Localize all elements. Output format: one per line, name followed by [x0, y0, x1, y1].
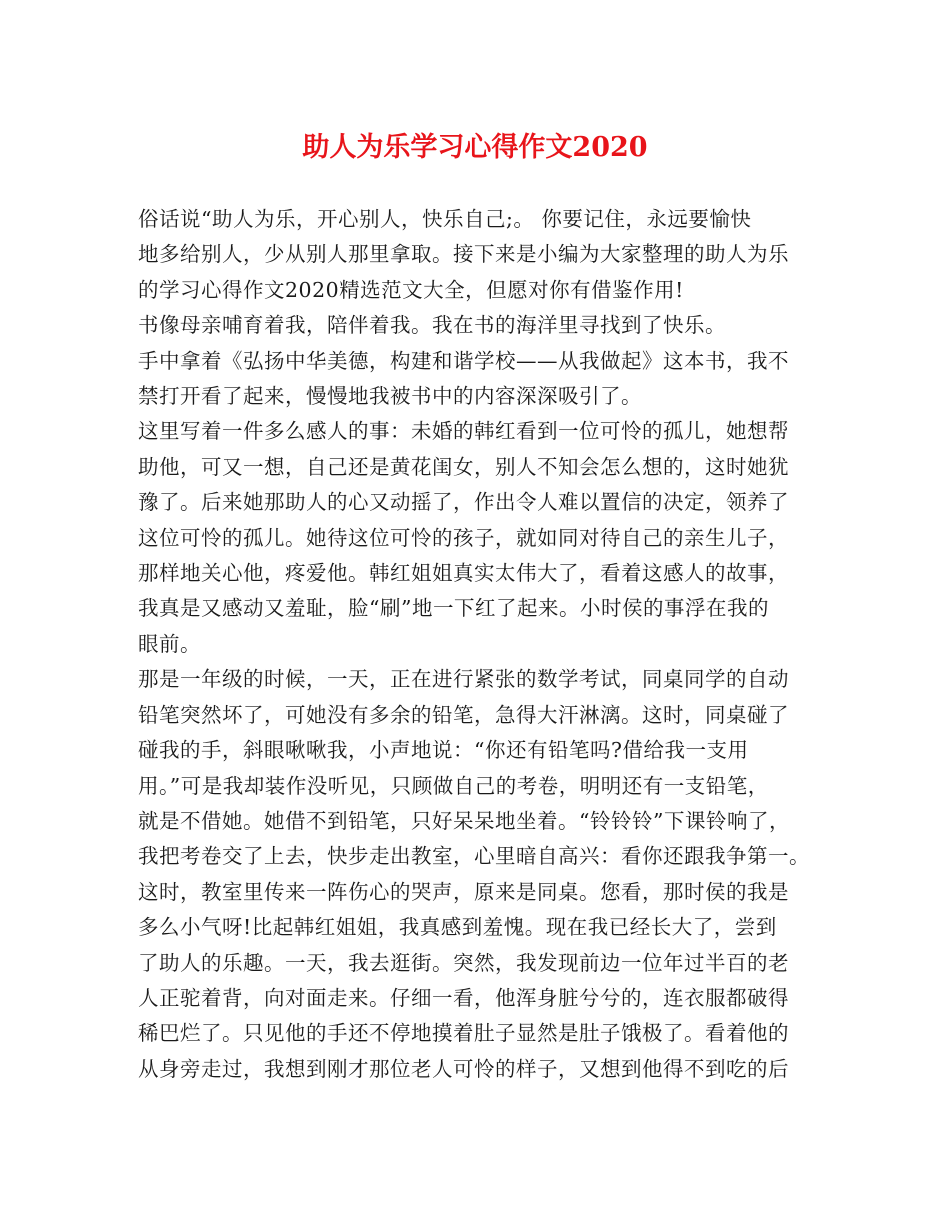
text-line: 这位可怜的孤儿。她待这位可怜的孩子，就如同对待自己的亲生儿子，: [138, 525, 789, 550]
text-line: 碰我的手，斜眼啾啾我，小声地说：“你还有铅笔吗?借给我一支用: [138, 738, 749, 763]
text-line: 那是一年级的时候，一天，正在进行紧张的数学考试，同桌同学的自动: [138, 667, 789, 692]
text-line: 我把考卷交了上去，快步走出教室，心里暗自高兴：看你还跟我争第一。: [138, 844, 810, 869]
text-line: 禁打开看了起来，慢慢地我被书中的内容深深吸引了。: [138, 384, 642, 409]
text-line: 地多给别人，少从别人那里拿取。接下来是小编为大家整理的助人为乐: [138, 242, 789, 267]
text-line: 人正驼着背，向对面走来。仔细一看，他浑身脏兮兮的，连衣服都破得: [138, 985, 789, 1010]
text-line: 书像母亲哺育着我，陪伴着我。我在书的海洋里寻找到了快乐。: [138, 313, 726, 338]
text-line: 了助人的乐趣。一天，我去逛街。突然，我发现前边一位年过半百的老: [138, 950, 789, 975]
text-line: 的学习心得作文2020精选范文大全，但愿对你有借鉴作用!: [138, 277, 684, 302]
text-line: 这时，教室里传来一阵伤心的哭声，原来是同桌。您看，那时侯的我是: [138, 879, 789, 904]
text-line: 俗话说“助人为乐，开心别人，快乐自己;。 你要记住，永远要愉快: [138, 207, 752, 231]
text-line: 眼前。: [138, 631, 201, 656]
text-line: 助他，可又一想，自己还是黄花闺女，别人不知会怎么想的，这时她犹: [138, 454, 789, 479]
text-line: 手中拿着《弘扬中华美德，构建和谐学校——从我做起》这本书，我不: [138, 348, 789, 373]
text-line: 豫了。后来她那助人的心又动摇了，作出令人难以置信的决定，领养了: [138, 490, 789, 515]
text-line: 就是不借她。她借不到铅笔，只好呆呆地坐着。“铃铃铃”下课铃响了，: [138, 808, 790, 833]
text-line: 这里写着一件多么感人的事：未婚的韩红看到一位可怜的孤儿，她想帮: [138, 419, 789, 444]
text-line: 从身旁走过，我想到刚才那位老人可怜的样子，又想到他得不到吃的后: [138, 1056, 789, 1081]
text-line: 那样地关心他，疼爱他。韩红姐姐真实太伟大了，看着这感人的故事，: [138, 561, 789, 586]
text-line: 多么小气呀!比起韩红姐姐，我真感到羞愧。现在我已经长大了，尝到: [138, 915, 777, 940]
text-line: 用。”可是我却装作没听见，只顾做自己的考卷，明明还有一支铅笔，: [138, 773, 769, 798]
text-line: 铅笔突然坏了，可她没有多余的铅笔，急得大汗淋漓。这时，同桌碰了: [138, 702, 789, 727]
document-title: 助人为乐学习心得作文2020: [302, 132, 648, 163]
text-line: 我真是又感动又羞耻，脸“刷”地一下红了起来。小时侯的事浮在我的: [138, 596, 769, 621]
text-line: 稀巴烂了。只见他的手还不停地摸着肚子显然是肚子饿极了。看着他的: [138, 1021, 789, 1046]
document-body: [138, 202, 828, 1087]
